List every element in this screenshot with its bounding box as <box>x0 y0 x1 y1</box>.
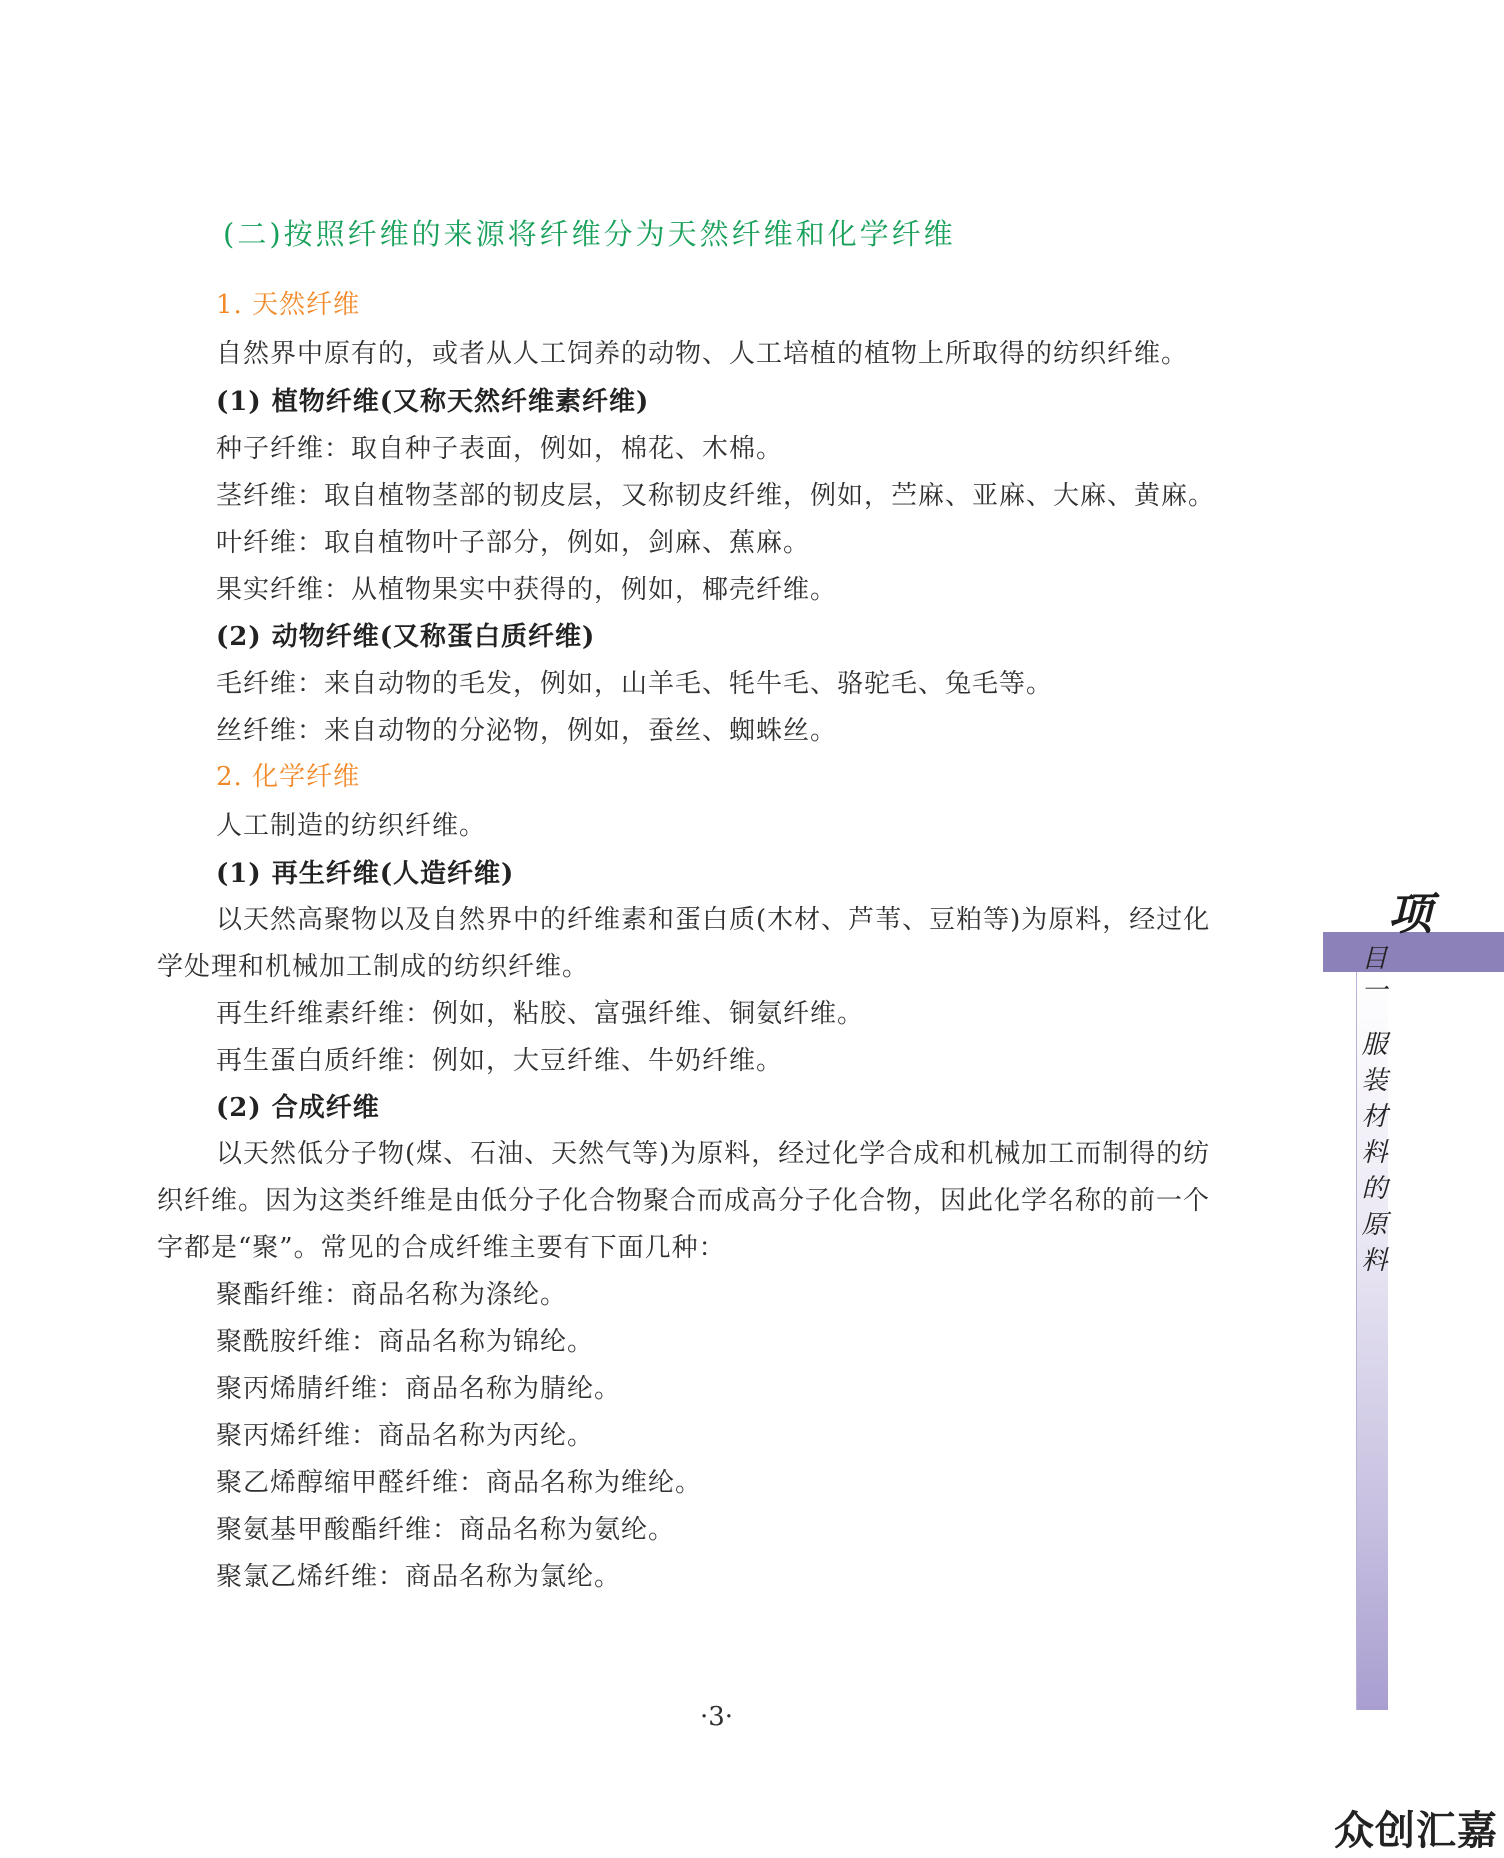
list-item: 再生纤维素纤维：例如，粘胶、富强纤维、铜氨纤维。 <box>216 999 865 1029</box>
chapter-tab-label-title: 服装材料的原料 <box>1357 1030 1387 1282</box>
page-number: ·3· <box>700 1702 734 1732</box>
list-item: 再生蛋白质纤维：例如，大豆纤维、牛奶纤维。 <box>216 1046 784 1076</box>
paragraph-line: 织纤维。因为这类纤维是由低分子化合物聚合而成高分子化合物，因此化学名称的前一个 <box>157 1186 1211 1216</box>
item-title-plant-fiber: (1) 植物纤维(又称天然纤维素纤维) <box>216 387 650 417</box>
list-item: 聚氨基甲酸酯纤维：商品名称为氨纶。 <box>216 1515 676 1545</box>
list-item: 聚丙烯纤维：商品名称为丙纶。 <box>216 1421 595 1451</box>
list-item: 丝纤维：来自动物的分泌物，例如，蚕丝、蜘蛛丝。 <box>216 716 838 746</box>
list-item: 叶纤维：取自植物叶子部分，例如，剑麻、蕉麻。 <box>216 528 811 558</box>
list-item: 聚乙烯醇缩甲醛纤维：商品名称为维纶。 <box>216 1468 703 1498</box>
paragraph-line: 以天然高聚物以及自然界中的纤维素和蛋白质(木材、芦苇、豆粕等)为原料，经过化 <box>216 905 1211 935</box>
section-heading: (二)按照纤维的来源将纤维分为天然纤维和化学纤维 <box>223 217 956 251</box>
paragraph-line: 以天然低分子物(煤、石油、天然气等)为原料，经过化学合成和机械加工而制得的纺 <box>216 1139 1211 1169</box>
subhead-natural-fiber: 1. 天然纤维 <box>216 290 361 320</box>
chapter-tab-label-top: 项 <box>1388 889 1432 940</box>
list-item: 茎纤维：取自植物茎部的韧皮层，又称韧皮纤维，例如，苎麻、亚麻、大麻、黄麻。 <box>216 481 1216 511</box>
chapter-tab-label-number: 目一 <box>1357 944 1387 1008</box>
list-item: 聚酰胺纤维：商品名称为锦纶。 <box>216 1327 595 1357</box>
paragraph-line: 学处理和机械加工制成的纺织纤维。 <box>157 952 590 982</box>
watermark: 众创汇嘉 <box>1334 1808 1498 1854</box>
paragraph-line: 字都是“聚”。常见的合成纤维主要有下面几种： <box>157 1233 726 1263</box>
item-title-regenerated-fiber: (1) 再生纤维(人造纤维) <box>216 859 515 889</box>
list-item: 聚丙烯腈纤维：商品名称为腈纶。 <box>216 1374 622 1404</box>
paragraph: 人工制造的纺织纤维。 <box>216 811 487 841</box>
paragraph: 自然界中原有的，或者从人工饲养的动物、人工培植的植物上所取得的纺织纤维。 <box>216 339 1189 369</box>
list-item: 聚酯纤维：商品名称为涤纶。 <box>216 1280 568 1310</box>
item-title-animal-fiber: (2) 动物纤维(又称蛋白质纤维) <box>216 622 596 652</box>
list-item: 毛纤维：来自动物的毛发，例如，山羊毛、牦牛毛、骆驼毛、兔毛等。 <box>216 669 1054 699</box>
list-item: 种子纤维：取自种子表面，例如，棉花、木棉。 <box>216 434 784 464</box>
item-title-synthetic-fiber: (2) 合成纤维 <box>216 1093 380 1123</box>
list-item: 果实纤维：从植物果实中获得的，例如，椰壳纤维。 <box>216 575 838 605</box>
subhead-chemical-fiber: 2. 化学纤维 <box>216 762 361 792</box>
list-item: 聚氯乙烯纤维：商品名称为氯纶。 <box>216 1562 622 1592</box>
